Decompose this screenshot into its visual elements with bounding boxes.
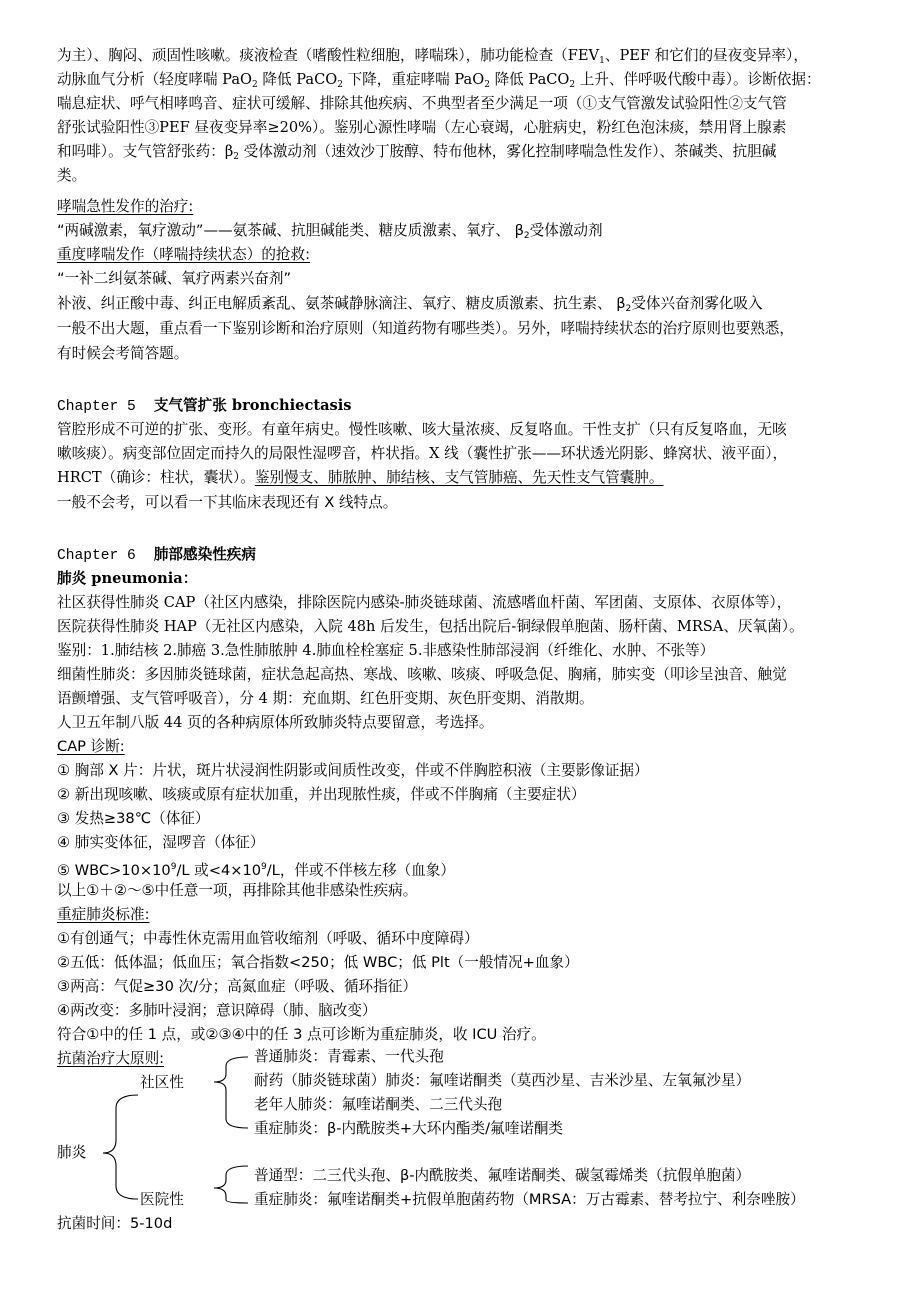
text-line: 细菌性肺炎：多因肺炎链球菌，症状急起高热、寒战、咳嗽、咳痰、呼吸急促、胸痛，肺实变（叩诊呈浊音、触觉 [57,666,787,683]
list-item: ①有创通气；中毒性休克需用血管收缩剂（呼吸、循环中度障碍） [57,930,479,947]
list-item: ② 新出现咳嗽、咳痰或原有症状加重，并出现脓性痰，伴或不伴胸痛（主要症状） [57,786,586,803]
text-line: 社区获得性肺炎 CAP（社区内感染，排除医院内感染-肺炎链球菌、流感嗜血杆菌、军团菌、支原体、衣原体等）， [57,594,792,611]
list-item: ③两高：气促≥30 次/分；高氮血症（呼吸、循环指征） [57,978,417,995]
tree-leaf: 普通型：二三代头孢、β-内酰胺类、氟喹诺酮类、碳氢霉烯类（抗假单胞菌） [254,1167,751,1184]
text-line: 舒张试验阳性③PEF 昼夜变异率≥20%）。鉴别心源性哮喘（左心衰竭，心脏病史，粉红色泡沫痰，禁用肾上腺素 [57,119,787,136]
list-item: ②五低：低体温；低血压；氧合指数<250；低 WBC；低 Plt（一般情况+血象） [57,954,579,971]
list-item: ④ 肺实变体征，湿啰音（体征） [57,834,265,851]
text-line: 补液、纠正酸中毒、纠正电解质紊乱、氨茶碱静脉滴注、氧疗、糖皮质激素、抗生素、 $\beta_2$受体兴奋剂雾化吸入 [57,295,763,314]
text-line: 医院获得性肺炎 HAP（无社区内感染，入院 48h 后发生，包括出院后-铜绿假单胞菌、肠杆菌、MRSA、厌氧菌）。 [57,618,804,635]
text-line: “一补二纠氨茶碱、氧疗两素兴奋剂” [57,270,292,287]
note-line: 一般不出大题，重点看一下鉴别诊断和治疗原则（知道药物有哪些类）。另外，哮喘持续状态的治疗原则也要熟悉， [57,320,794,337]
list-item: ⑤ $WBC>10\times 10^9/L$ 或$<4\times 10^9/L$，伴或不伴核左移（血象） [57,861,455,879]
root-brace [103,1095,138,1199]
section-pneumonia: 肺炎 pneumonia： [57,570,198,587]
list-item: ① 胸部 X 片：片状，斑片状浸润性阴影或间质性改变，伴或不伴胸腔积液（主要影像证据） [57,762,649,779]
tree-leaf: 重症肺炎：氟喹诺酮类+抗假单胞菌药物（MRSA：万古霉素、替考拉宁、利奈唑胺） [254,1191,805,1208]
chapter-6-heading: Chapter 6 肺部感染性疾病 [57,546,256,564]
text-line: 鉴别：1.肺结核 2.肺癌 3.急性肺脓肿 4.肺血栓栓塞症 5.非感染性肺部浸润（纤维化、水肿、不张等） [57,642,715,659]
tree-leaf: 重症肺炎：β-内酰胺类+大环内酯类/氟喹诺酮类 [254,1120,564,1137]
hospital-brace [214,1166,248,1203]
list-item: ③ 发热≥38℃（体征） [57,810,210,827]
subheading-antibiotic-principle: 抗菌治疗大原则: [57,1050,165,1067]
note-line: 有时候会考简答题。 [57,345,189,362]
text-line: 抗菌时间：5-10d [57,1215,173,1232]
text-line: 喘息症状、呼气相哮鸣音、症状可缓解、排除其他疾病、不典型者至少满足一项（①支气管激发试验阳性②支气管 [57,95,787,112]
text-line: HRCT（确诊：柱状，囊状）。鉴别慢支、肺脓肿、肺结核、支气管肺癌、先天性支气管囊肿。 [57,469,664,486]
text-line: 符合①中的任 1 点，或②③④中的任 3 点可诊断为重症肺炎，收 ICU 治疗。 [57,1026,546,1043]
tree-leaf: 老年人肺炎：氟喹诺酮类、二三代头孢 [254,1096,503,1113]
text-line: 人卫五年制八版 44 页的各种病原体所致肺炎特点要留意，考选择。 [57,714,494,731]
text-line: 动脉血气分析（轻度哮喘 PaO$_2$ 降低 PaCO$_2$ 下降，重症哮喘 PaO$_2$ 降低 PaCO$_2$ 上升、伴呼吸代酸中毒）。诊断依据： [57,71,821,90]
subheading-cap-diagnosis: CAP 诊断: [57,738,125,755]
subheading-severe-pneumonia: 重症肺炎标准: [57,906,150,923]
text-line: 管腔形成不可逆的扩张、变形。有童年病史。慢性咳嗽、咳大量浓痰、反复咯血。干性支扩（只有反复咯血，无咳 [57,421,787,438]
text-line: 为主）、胸闷、顽固性咳嗽。痰液检查（嗜酸性粒细胞，哮喘珠），肺功能检查（$FEV_1$、PEF 和它们的昼夜变异率）， [57,47,808,66]
text-line: 嗽咳痰）。病变部位固定而持久的局限性湿啰音，杵状指。X 线（囊性扩张——环状透光阴影、蜂窝状、液平面）， [57,445,788,462]
text-line: 和吗啡）。支气管舒张药：$\beta_2$ 受体激动剂（速效沙丁胺醇、特布他林，雾化控制哮喘急性发作）、茶碱类、抗胆碱 [57,143,777,162]
text-line: 语颤增强、支气管呼吸音），分 4 期：充血期、红色肝变期、灰色肝变期、消散期。 [57,690,594,707]
tree-leaf: 普通肺炎：青霉素、一代头孢 [254,1048,444,1065]
subheading-asthma-acute: 哮喘急性发作的治疗: [57,198,194,215]
chapter-5-heading: Chapter 5 支气管扩张 bronchiectasis [57,397,352,415]
tree-root-pneumonia: 肺炎 [57,1144,87,1161]
text-line: “两碱激素，氧疗激动”——氨茶碱、抗胆碱能类、糖皮质激素、氧疗、 $\beta_2$受体激动剂 [57,222,603,241]
list-item: ④两改变：多肺叶浸润；意识障碍（肺、脑改变） [57,1002,377,1019]
text-line: 类。 [57,167,87,184]
subheading-status-asthmaticus: 重度哮喘发作（哮喘持续状态）的抢救: [57,246,311,263]
note-line: 一般不会考，可以看一下其临床表现还有 X 线特点。 [57,494,398,511]
tree-node-community: 社区性 [140,1074,184,1091]
tree-leaf: 耐药（肺炎链球菌）肺炎：氟喹诺酮类（莫西沙星、吉米沙星、左氧氟沙星） [254,1072,751,1089]
text-line: 以上①＋②～⑤中任意一项，再排除其他非感染性疾病。 [57,882,418,899]
tree-node-hospital: 医院性 [140,1191,184,1208]
